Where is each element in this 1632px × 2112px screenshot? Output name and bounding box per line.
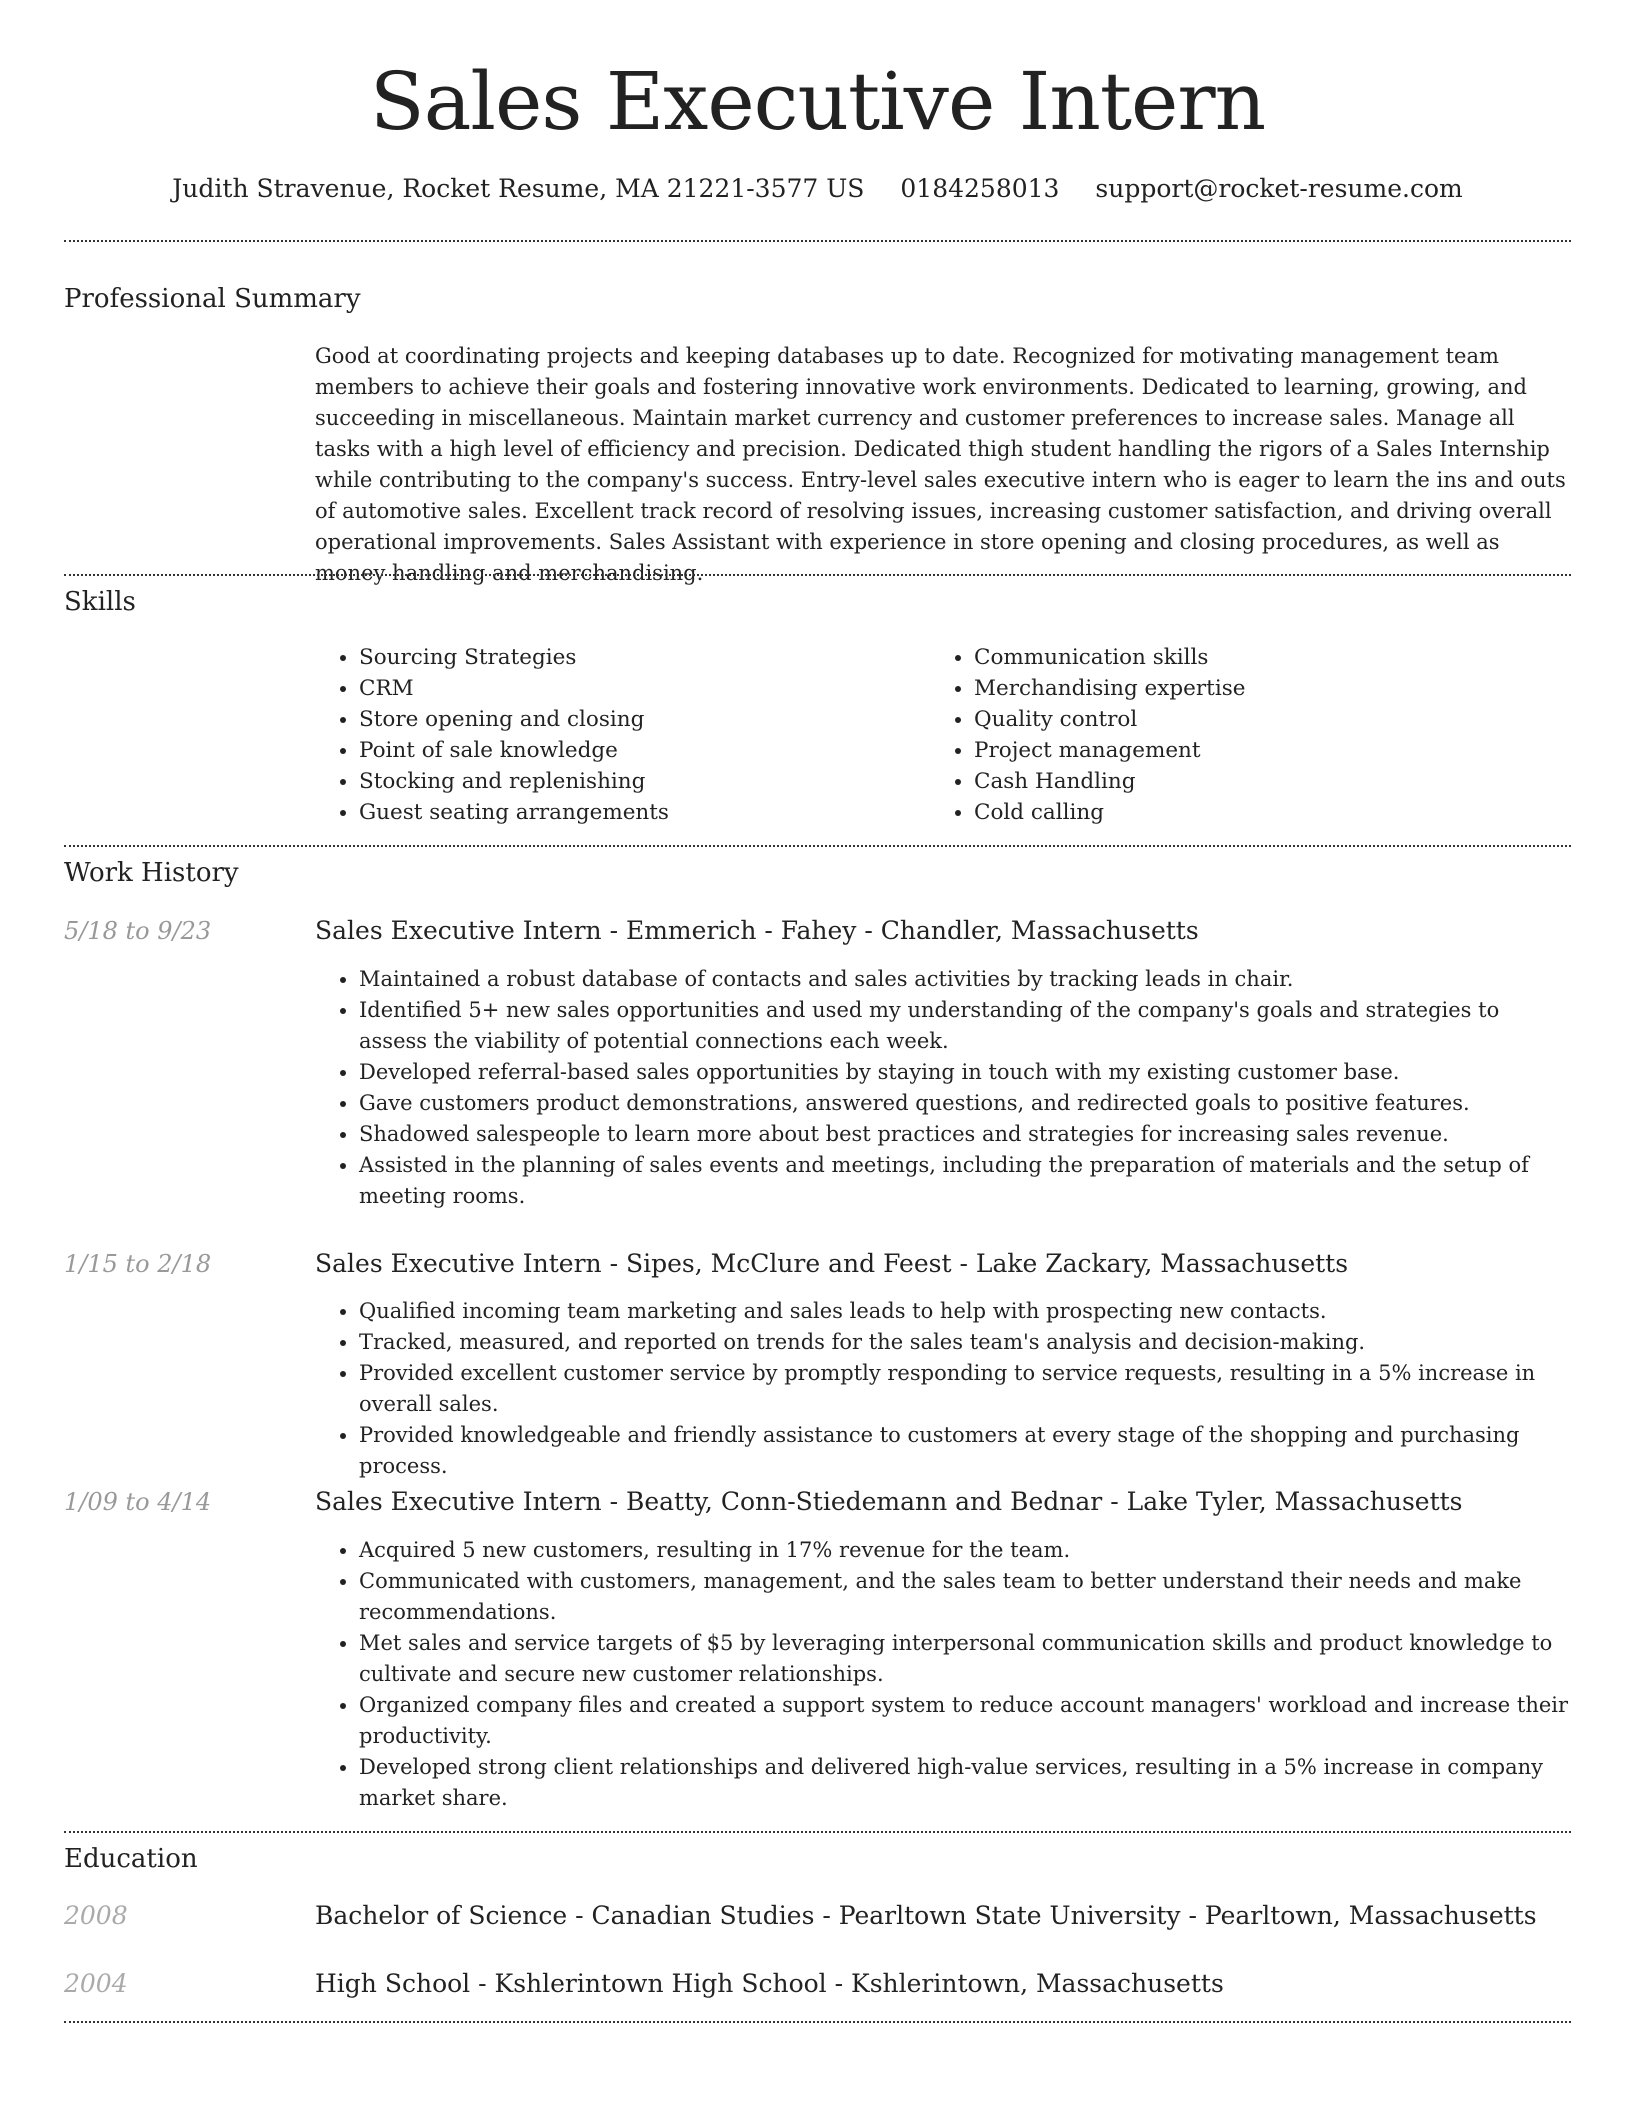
job-bullet: • Organized company files and created a support system to reduce account managers' workload and increase their productivity. (359, 1690, 1571, 1752)
skill-item: • CRM (359, 673, 919, 704)
job-bullet: • Developed strong client relationships and delivered high-value services, resulting in a 5% increase in company market share. (359, 1752, 1571, 1814)
education-title: Bachelor of Science - Canadian Studies - Pearltown State University - Pearltown, Massachusetts (315, 1901, 1537, 1930)
divider (64, 240, 1571, 242)
skill-item: • Guest seating arrangements (359, 797, 919, 828)
skill-item: • Project management (974, 735, 1574, 766)
job-bullet: • Communicated with customers, management, and the sales team to better understand their needs and make recommendations. (359, 1566, 1571, 1628)
summary-heading: Professional Summary (64, 284, 361, 314)
skill-item: • Cash Handling (974, 766, 1574, 797)
job-bullets (315, 1296, 1571, 1482)
job-bullets (315, 964, 1571, 1212)
skills-list-left (315, 642, 919, 828)
work-heading: Work History (64, 858, 239, 888)
summary-text: Good at coordinating projects and keeping databases up to date. Recognized for motivating management team members to achieve their goals and fostering innovative work environments. Dedicated to learning, growing, and succeeding in miscellaneous. Maintain market currency and customer preferences to increase sales. Manage all tasks with a high level of efficiency and precision. Dedicated thigh student handling the rigors of a Sales Internship while contributing to the company's success. Entry-level sales executive intern who is eager to learn the ins and outs of automotive sales. Excellent track record of resolving issues, increasing customer satisfaction, and driving overall operational improvements. Sales Assistant with experience in store opening and closing procedures, as well as money handling and merchandising. (315, 344, 1566, 585)
divider (64, 574, 1571, 576)
skill-item: • Store opening and closing (359, 704, 919, 735)
resume-title: Sales Executive Intern (369, 55, 1266, 148)
job-bullet: • Developed referral-based sales opportunities by staying in touch with my existing customer base. (359, 1057, 1571, 1088)
job-bullet: • Acquired 5 new customers, resulting in 17% revenue for the team. (359, 1535, 1571, 1566)
skill-item: • Merchandising expertise (974, 673, 1574, 704)
job-bullet: • Identified 5+ new sales opportunities and used my understanding of the company's goals and strategies to assess the viability of potential connections each week. (359, 995, 1571, 1057)
job-bullet: • Shadowed salespeople to learn more about best practices and strategies for increasing sales revenue. (359, 1119, 1571, 1150)
divider (64, 2021, 1571, 2023)
contact-info (64, 171, 1571, 207)
job-bullet: • Gave customers product demonstrations, answered questions, and redirected goals to positive features. (359, 1088, 1571, 1119)
job-bullet: • Provided knowledgeable and friendly assistance to customers at every stage of the shopping and purchasing process. (359, 1420, 1571, 1482)
job-bullets (315, 1535, 1571, 1814)
education-title: High School - Kshlerintown High School - Kshlerintown, Massachusetts (315, 1969, 1224, 1998)
job-bullet: • Provided excellent customer service by promptly responding to service requests, resulting in a 5% increase in overall sales. (359, 1358, 1571, 1420)
skill-item: • Sourcing Strategies (359, 642, 919, 673)
job-dates: 1/15 to 2/18 (64, 1250, 212, 1278)
divider (64, 1831, 1571, 1833)
job-bullet: • Assisted in the planning of sales events and meetings, including the preparation of materials and the setup of meeting rooms. (359, 1150, 1571, 1212)
contact-email: support@rocket-resume.com (1095, 174, 1463, 203)
education-year: 2008 (64, 1901, 128, 1930)
job-bullet: • Met sales and service targets of $5 by leveraging interpersonal communication skills and product knowledge to cultivate and secure new customer relationships. (359, 1628, 1571, 1690)
job-bullet: • Maintained a robust database of contacts and sales activities by tracking leads in chair. (359, 964, 1571, 995)
contact-phone: 0184258013 (900, 174, 1060, 203)
job-bullet: • Tracked, measured, and reported on trends for the sales team's analysis and decision-making. (359, 1327, 1571, 1358)
education-heading: Education (64, 1844, 198, 1874)
job-dates: 1/09 to 4/14 (64, 1488, 212, 1516)
job-dates: 5/18 to 9/23 (64, 917, 212, 945)
skill-item: • Communication skills (974, 642, 1574, 673)
education-year: 2004 (64, 1969, 128, 1998)
skill-item: • Cold calling (974, 797, 1574, 828)
job-title: Sales Executive Intern - Emmerich - Fahey - Chandler, Massachusetts (315, 916, 1199, 945)
contact-address: Judith Stravenue, Rocket Resume, MA 21221-3577 US (172, 174, 865, 203)
resume-content (64, 0, 1571, 1998)
job-title: Sales Executive Intern - Sipes, McClure and Feest - Lake Zackary, Massachusetts (315, 1249, 1349, 1278)
skill-item: • Stocking and replenishing (359, 766, 919, 797)
skill-item: • Point of sale knowledge (359, 735, 919, 766)
divider (64, 845, 1571, 847)
skills-list-right (930, 642, 1574, 828)
skill-item: • Quality control (974, 704, 1574, 735)
job-bullet: • Qualified incoming team marketing and sales leads to help with prospecting new contacts. (359, 1296, 1571, 1327)
skills-heading: Skills (64, 587, 136, 617)
job-title: Sales Executive Intern - Beatty, Conn-Stiedemann and Bednar - Lake Tyler, Massachusetts (315, 1487, 1463, 1516)
